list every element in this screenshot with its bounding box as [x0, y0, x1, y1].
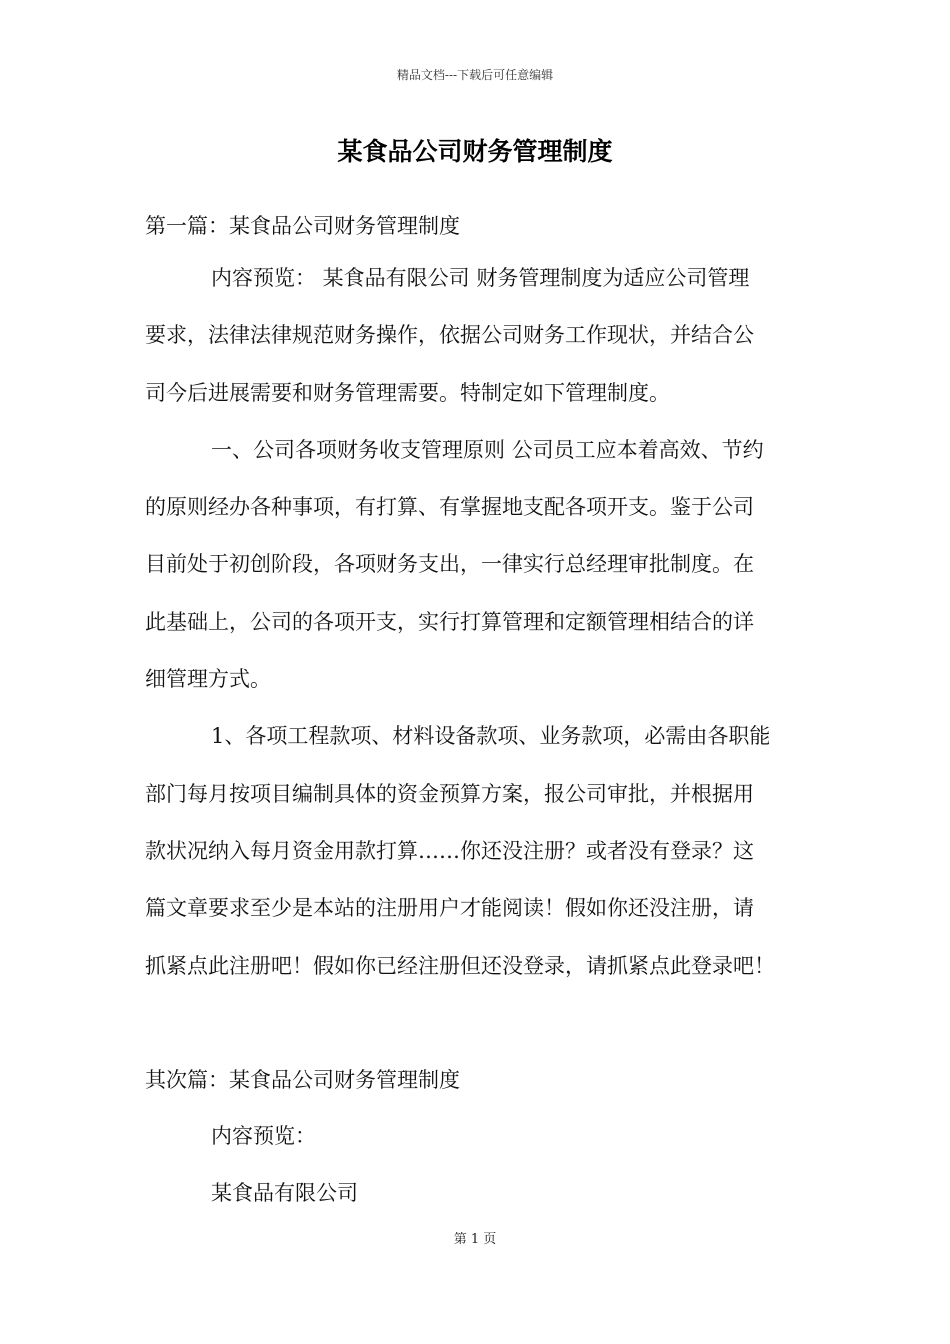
paragraph-line: 抓紧点此注册吧！假如你已经注册但还没登录，请抓紧点此登录吧！ — [145, 953, 775, 978]
paragraph — [145, 250, 815, 422]
section2-heading — [145, 1052, 815, 1109]
paragraph-line: 的原则经办各种事项，有打算、有掌握地支配各项开支。鉴于公司 — [145, 495, 754, 520]
section1-body — [145, 250, 815, 995]
paragraph-line: 一、公司各项财务收支管理原则 公司员工应本着高效、节约 — [211, 437, 764, 462]
section-item: 内容预览： — [211, 1124, 316, 1148]
document-title: 某食品公司财务管理制度 — [337, 137, 613, 166]
paragraph — [145, 422, 815, 708]
paragraph — [145, 708, 815, 994]
section-heading-text: 其次篇：某食品公司财务管理制度 — [145, 1068, 460, 1092]
paragraph-line: 部门每月按项目编制具体的资金预算方案，报公司审批，并根据用 — [145, 781, 754, 806]
header-note: 精品文档---下载后可任意编辑 — [396, 68, 554, 82]
section1-heading — [145, 198, 815, 255]
section-heading-text: 第一篇：某食品公司财务管理制度 — [145, 214, 460, 238]
section-item: 某食品有限公司 — [211, 1181, 358, 1206]
paragraph-line: 内容预览： 某食品有限公司 财务管理制度为适应公司管理 — [211, 266, 750, 290]
paragraph-line: 款状况纳入每月资金用款打算……你还没注册？或者没有登录？这 — [145, 838, 754, 863]
section2-body — [145, 1108, 815, 1223]
paragraph-line: 篇文章要求至少是本站的注册用户才能阅读！假如你还没注册，请 — [145, 896, 754, 921]
paragraph-line: 要求，法律法律规范财务操作，依据公司财务工作现状，并结合公 — [145, 323, 754, 348]
paragraph-line: 1、各项工程款项、材料设备款项、业务款项，必需由各职能 — [211, 724, 771, 749]
page-number: 第 1 页 — [453, 1232, 497, 1247]
paragraph-line: 细管理方式。 — [145, 667, 271, 692]
paragraph-line: 司今后进展需要和财务管理需要。特制定如下管理制度。 — [145, 380, 670, 405]
paragraph-line: 目前处于初创阶段，各项财务支出，一律实行总经理审批制度。在 — [145, 552, 754, 577]
paragraph-line: 此基础上，公司的各项开支，实行打算管理和定额管理相结合的详 — [145, 609, 754, 634]
